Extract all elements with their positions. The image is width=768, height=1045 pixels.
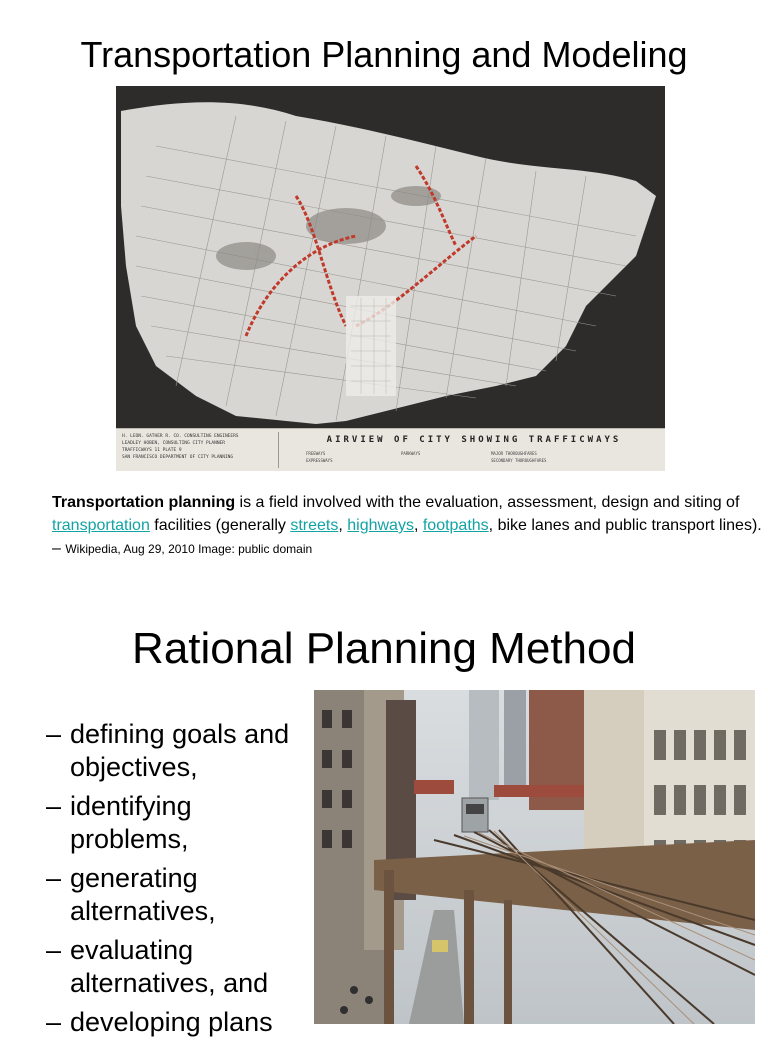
map-legend	[116, 428, 665, 471]
citation: Wikipedia, Aug 29, 2010 Image: public domain	[65, 542, 313, 556]
legend-expressways: EXPRESSWAYS	[306, 458, 333, 463]
para-text: ,	[338, 517, 348, 534]
list-item	[46, 790, 308, 856]
slide-title-rational-planning: Rational Planning Method	[132, 624, 636, 673]
list-item	[46, 1006, 308, 1039]
link-highways[interactable]: highways	[347, 517, 414, 534]
list-item-text: evaluating alternatives, and	[70, 935, 269, 998]
para-text: is a field involved with the evaluation, assessment, design and siting of	[235, 494, 740, 511]
map-credit	[122, 433, 274, 467]
legend-secondary-thoroughfares: SECONDARY THOROUGHFARES	[491, 458, 547, 463]
list-item-text: defining goals and objectives,	[70, 719, 290, 782]
map-illustration	[116, 86, 665, 429]
list-item	[46, 934, 308, 1000]
definition-paragraph	[52, 491, 764, 561]
dash-bullet: –	[46, 719, 62, 749]
elevated-train-illustration	[314, 690, 755, 1024]
dash-bullet: –	[46, 791, 62, 821]
elevated-train-photo	[314, 690, 755, 1024]
map-credit-line: H. LEON. GATHER R. CO. CONSULTING ENGINEERS	[122, 434, 239, 439]
map-credit-line: LEADLEY HOBEN, CONSULTING CITY PLANNER	[122, 441, 225, 446]
list-item-text: identifying problems,	[70, 791, 192, 854]
map-legend-keys	[306, 451, 656, 467]
dash-bullet: –	[46, 1007, 62, 1037]
planning-steps-list	[46, 718, 308, 1045]
link-streets[interactable]: streets	[290, 517, 339, 534]
city-trafficways-map	[116, 86, 665, 471]
list-item	[46, 718, 308, 784]
legend-major-thoroughfares: MAJOR THOROUGHFARES	[491, 451, 537, 456]
legend-parkways: PARKWAYS	[401, 451, 421, 456]
dash-bullet: –	[46, 863, 62, 893]
link-transportation[interactable]: transportation	[52, 517, 150, 534]
para-text: , bike lanes and public transport lines). –	[52, 517, 762, 557]
link-footpaths[interactable]: footpaths	[422, 517, 489, 534]
map-caption: AIRVIEW OF CITY SHOWING TRAFFICWAYS	[326, 435, 622, 445]
map-credit-line: SAN FRANCISCO DEPARTMENT OF CITY PLANNING	[122, 455, 234, 460]
para-text: ,	[413, 517, 423, 534]
slide-title-transportation-planning: Transportation Planning and Modeling	[80, 34, 688, 75]
para-text: facilities (generally	[149, 517, 291, 534]
map-credit-line: TRAFFICWAYS 11 PLATE 9	[122, 448, 182, 453]
dash-bullet: –	[46, 935, 62, 965]
legend-divider	[278, 432, 279, 468]
list-item	[46, 862, 308, 928]
legend-freeways: FREEWAYS	[306, 451, 326, 456]
term-bold: Transportation planning	[52, 494, 236, 511]
list-item-text: generating alternatives,	[70, 863, 216, 926]
list-item-text: developing plans	[70, 1007, 273, 1037]
